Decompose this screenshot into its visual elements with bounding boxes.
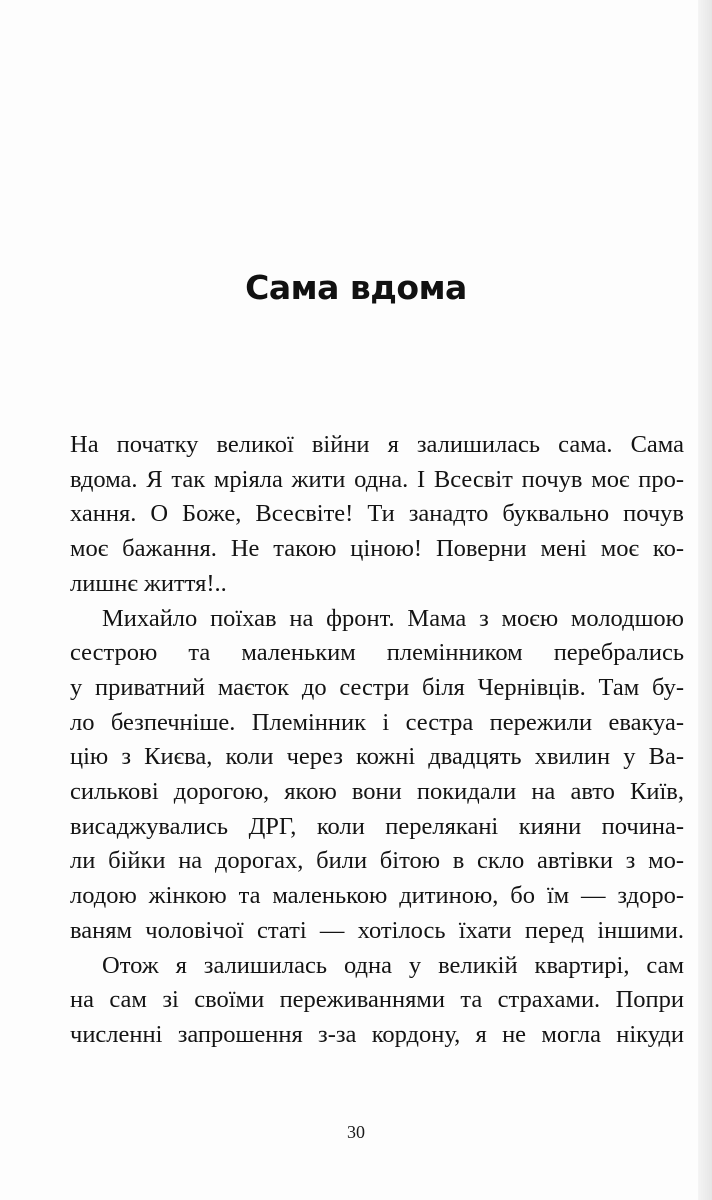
text-line: На початку великої війни я залишилась сама. Сама <box>70 431 684 458</box>
text-line: хання. О Боже, Всесвіте! Ти занадто буквально почув <box>70 500 684 528</box>
text-line: Михайло поїхав на фронт. Мама з моєю молодшою <box>102 604 684 632</box>
text-line: силькові дорогою, якою вони покидали на авто Київ, <box>70 778 684 806</box>
page-edge-shadow <box>698 0 712 1200</box>
text-line: численні запрошення з-за кордону, я не могла нікуди <box>70 1020 684 1048</box>
text-line: цію з Києва, коли через кожні двадцять хвилин у Ва- <box>70 743 684 771</box>
text-line: моє бажання. Не такою ціною! Поверни мені моє ко- <box>70 535 684 563</box>
text-line: лишнє життя!.. <box>70 569 227 597</box>
paragraph-2 <box>70 602 684 949</box>
text-line: ли бійки на дорогах, били бітою в скло автівки з мо- <box>70 847 684 875</box>
text-line: у приватний маєток до сестри біля Чернівців. Там бу- <box>70 673 684 701</box>
text-line: сестрою та маленьким племінником перебрались <box>70 639 684 667</box>
body-text <box>70 428 684 1053</box>
paragraph-3 <box>70 949 684 1053</box>
text-line: на сам зі своїми переживаннями та страхами. Попри <box>70 986 684 1014</box>
text-line: висаджувались ДРГ, коли перелякані кияни почина- <box>70 812 684 840</box>
text-line: ваням чоловічої статі — хотілось їхати перед іншими. <box>70 916 684 944</box>
text-line: вдома. Я так мріяла жити одна. І Всесвіт почув моє про- <box>70 465 684 493</box>
text-line: лодою жінкою та маленькою дитиною, бо їм — здоро- <box>70 882 684 910</box>
text-line: Отож я залишилась одна у великій квартирі, сам <box>102 951 684 979</box>
chapter-title: Сама вдома <box>245 268 467 307</box>
text-line: ло безпечніше. Племінник і сестра пережили евакуа- <box>70 708 684 736</box>
page-number: 30 <box>347 1122 365 1142</box>
paragraph-1 <box>70 428 684 602</box>
